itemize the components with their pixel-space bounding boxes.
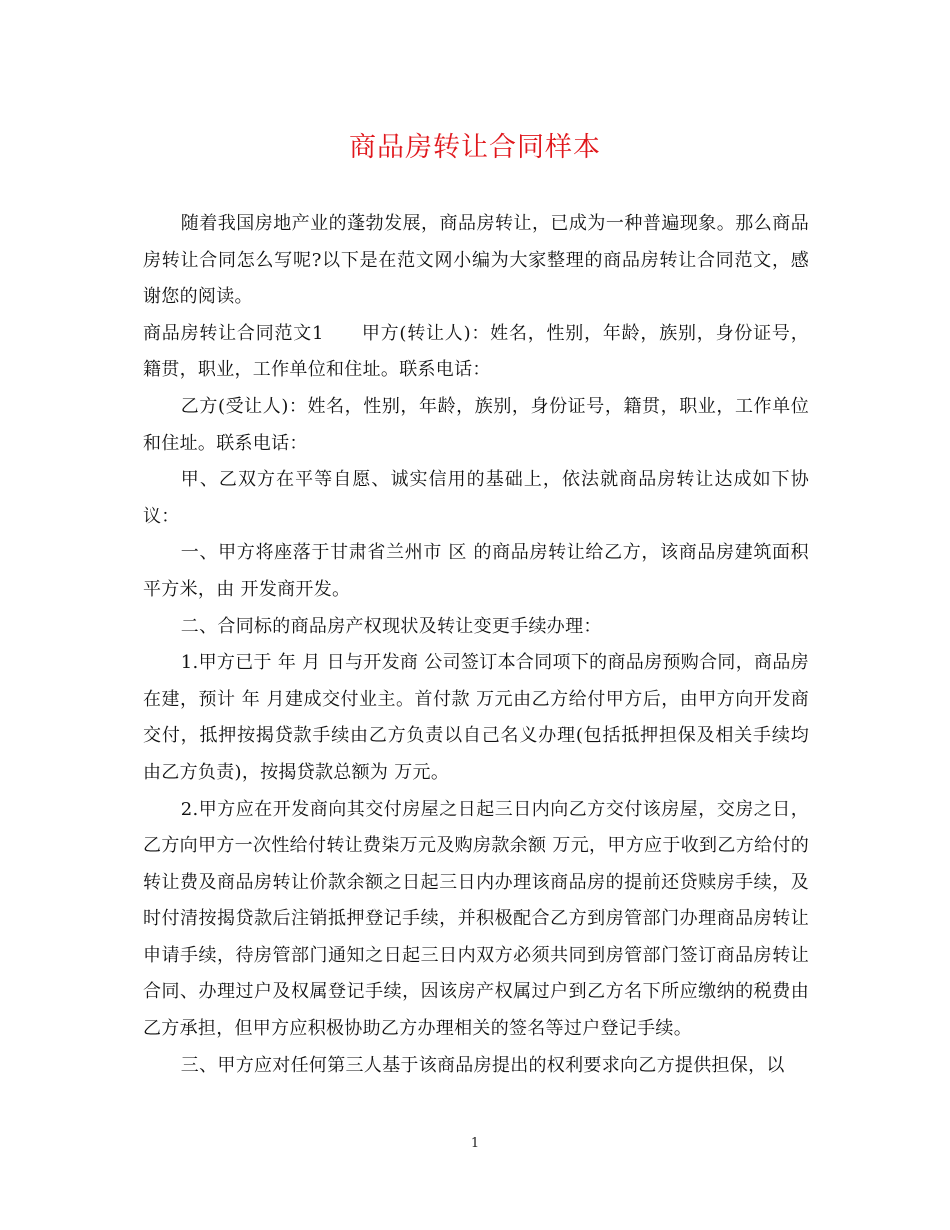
party-b-paragraph: 乙方(受让人)：姓名，性别，年龄，族别，身份证号，籍贯，职业，工作单位和住址。联系电话： xyxy=(143,395,809,454)
clause-1-paragraph: 一、甲方将座落于甘肃省兰州市 区 的商品房转让给乙方，该商品房建筑面积 平方米，由 开发商开发。 xyxy=(143,542,809,600)
agreement-basis-paragraph: 甲、乙双方在平等自愿、诚实信用的基础上，依法就商品房转让达成如下协议： xyxy=(143,469,809,527)
clause-2-heading: 二、合同标的商品房产权现状及转让变更手续办理： xyxy=(180,615,602,637)
intro-paragraph: 随着我国房地产业的蓬勃发展，商品房转让，已成为一种普遍现象。那么商品房转让合同怎么写呢?以下是在范文网小编为大家整理的商品房转让合同范文，感谢您的阅读。 xyxy=(143,213,809,308)
clause-3-paragraph: 三、甲方应对任何第三人基于该商品房提出的权利要求向乙方提供担保，以 xyxy=(180,1054,785,1076)
page-number: 1 xyxy=(470,1136,480,1151)
clause-2-item-1: 1.甲方已于 年 月 日与开发商 公司签订本合同项下的商品房预购合同，商品房在建，预计 年 月建成交付业主。首付款 万元由乙方给付甲方后，由甲方向开发商交付，抵押按揭贷款手续由乙方负责以自己名义办理(包括抵押担保及相关手续均由乙方负责)，按揭贷款总额为 万元。 xyxy=(143,652,809,783)
contract-heading-party-a: 商品房转让合同范文1 甲方(转让人)：姓名，性别，年龄，族别，身份证号，籍贯，职业，工作单位和住址。联系电话： xyxy=(143,322,809,381)
clause-2-item-2: 2.甲方应在开发商向其交付房屋之日起三日内向乙方交付该房屋，交房之日，乙方向甲方一次性给付转让费柒万元及购房款余额 万元，甲方应于收到乙方给付的转让费及商品房转让价款余额之日起三日内办理该商品房的提前还贷赎房手续，及时付清按揭贷款后注销抵押登记手续，并积极配合乙方到房管部门办理商品房转让申请手续，待房管部门通知之日起三日内双方必须共同到房管部门签订商品房转让合同、办理过户及权属登记手续，因该房产权属过户到乙方名下所应缴纳的税费由乙方承担，但甲方应积极协助乙方办理相关的签名等过户登记手续。 xyxy=(143,798,809,1040)
document-title: 商品房转让合同样本 xyxy=(349,132,601,163)
document-body xyxy=(143,206,809,1084)
